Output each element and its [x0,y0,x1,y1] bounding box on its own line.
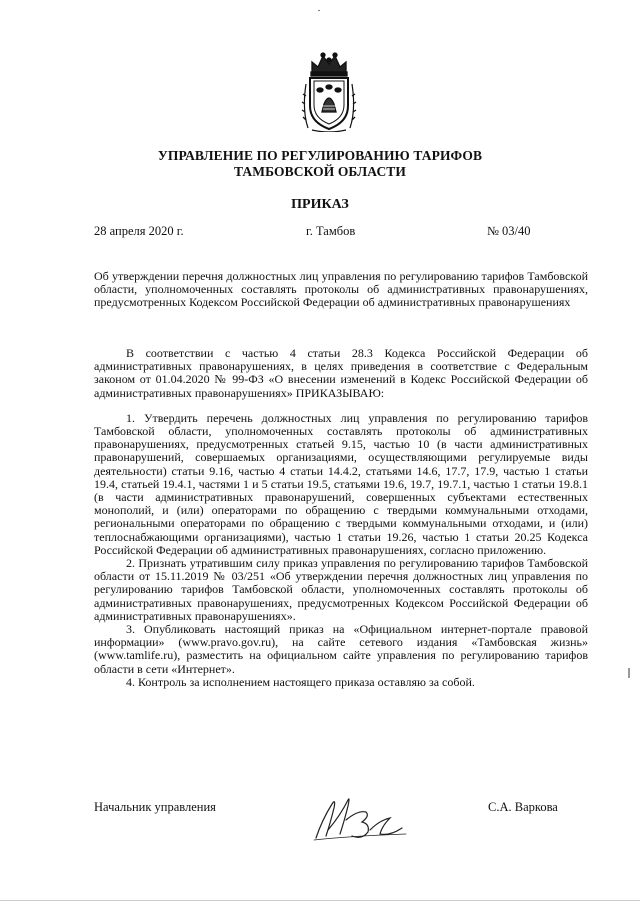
document-type: ПРИКАЗ [291,197,349,212]
document-subject: Об утверждении перечня должностных лиц управления по регулированию тарифов Тамбовской области, уполномоченных составлять протоколы об административных правонарушениях, предусмотренных Кодексом Российской Федерации об административных правонарушениях [94,269,588,309]
signatory-position: Начальник управления [94,800,216,814]
signatory-name: С.А. Варкова [488,800,558,814]
item-3: 3. Опубликовать настоящий приказ на «Официальном интернет-портале правовой информации» (www.pravo.gov.ru), на сайте сетевого издания «Тамбовская жизнь» (www.tamlife.ru), разместить на официальном сайте управления по регулированию тарифов области в сети «Интернет». [94,622,588,676]
scan-edge [0,900,640,901]
document-number: № 03/40 [487,224,531,238]
organization-region: ТАМБОВСКОЙ ОБЛАСТИ [233,164,407,179]
scan-speck [318,10,320,11]
preamble: В соответствии с частью 4 статьи 28.3 Кодекса Российской Федерации об административных правонарушениях, в целях приведения в соответствие с Федеральным законом от 01.04.2020 № 99-ФЗ «О внесении изменений в Кодекс Российской Федерации об административных правонарушениях» ПРИКАЗЫВАЮ: [94,346,588,400]
item-2: 2. Признать утратившим силу приказ управления по регулированию тарифов Тамбовской области от 15.11.2019 № 03/251 «Об утверждении перечня должностных лиц управления по регулированию тарифов Тамбовской области, уполномоченных составлять протоколы об административных правонарушениях, предусмотренных Кодексом Российской Федерации об административных правонарушениях». [94,556,588,623]
coat-of-arms-icon [298,50,360,132]
organization-name: УПРАВЛЕНИЕ ПО РЕГУЛИРОВАНИЮ ТАРИФОВ [157,148,483,163]
scan-speck [628,668,630,678]
item-4: 4. Контроль за исполнением настоящего приказа оставляю за собой. [126,674,475,689]
item-1: 1. Утвердить перечень должностных лиц управления по регулированию тарифов Тамбовской области, уполномоченных составлять протоколы об административных правонарушениях, предусмотренных статьей 9.15, частью 10 (в части административных правонарушений, совершаемых организациями, осуществляющими регулируемые виды деятельности) статьи 9.16, частью 4 статьи 14.4.2, статьями 14.6, 17.7, 17.9, частью 1 статьи 19.4, статьей 19.4.1, частями 1 и 5 статьи 19.5, статьями 19.6, 19.7, 19.7.1, частью 1 статьи 19.8.1 (в части административных правонарушений, совершенных субъектами естественных монополий, и (или) операторами по обращению с твердыми коммунальными отходами, региональными операторами по обращению с твердыми коммунальными отходами, и (или) теплоснабжающими организациями), частью 1 статьи 19.26, частью 1 статьи 20.25 Кодекса Российской Федерации об административных правонарушениях, согласно приложению. [94,410,588,557]
document-body [94,347,588,689]
signature-image [310,790,410,844]
document-city: г. Тамбов [306,224,356,238]
document-date: 28 апреля 2020 г. [94,224,184,238]
